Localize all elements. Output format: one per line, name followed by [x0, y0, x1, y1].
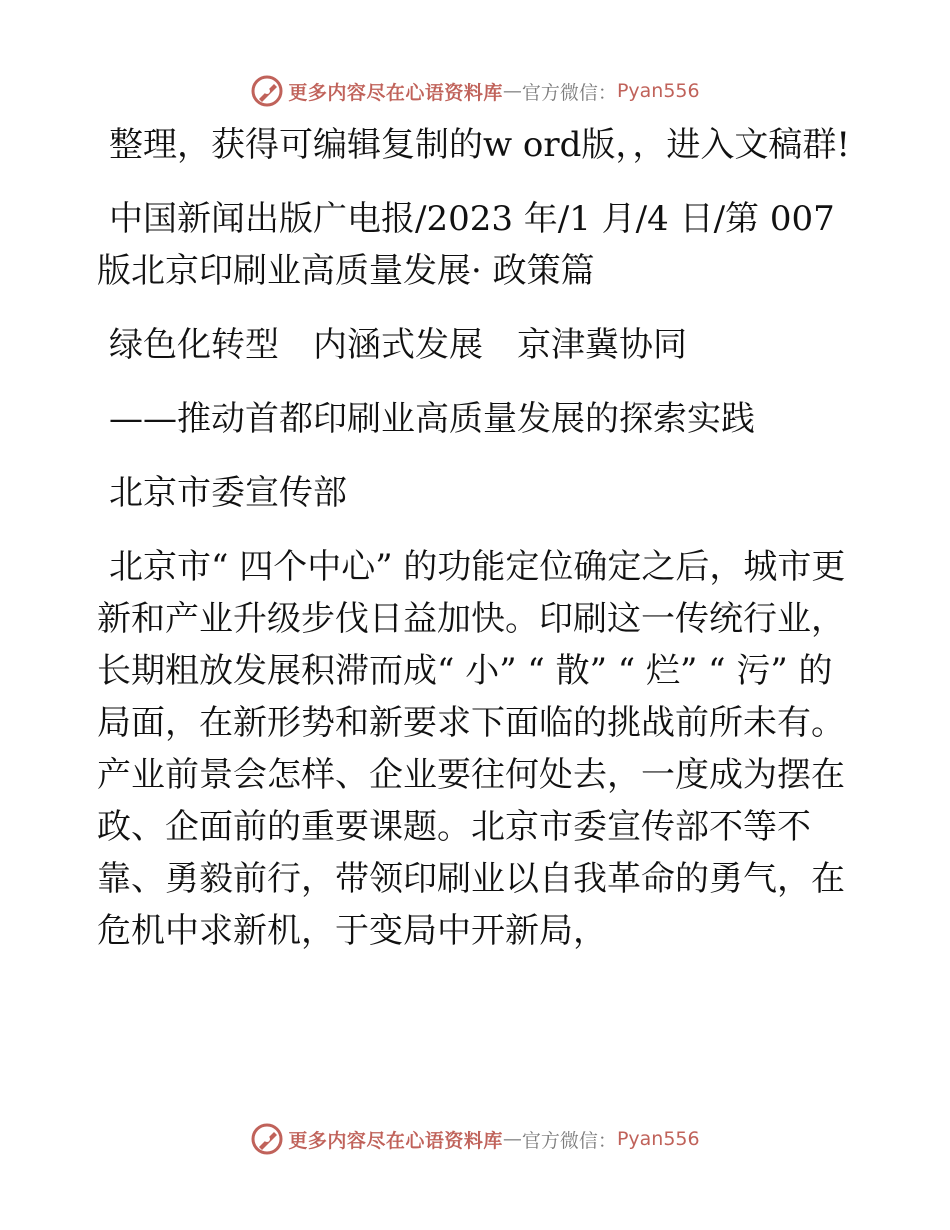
paragraph-body: 北京市“ 四个中心” 的功能定位确定之后，城市更新和产业升级步伐日益加快。印刷这一传统行业，长期粗放发展积滞而成“ 小” “ 散” “ 烂” “ 污” 的局面，在新形势和新要求下面临的挑战前所未有。产业前景会怎样、企业要往何处去，一度成为摆在政、企面前的重要课题。北京市委宣传部不等不靠、勇毅前行，带领印刷业以自我革命的勇气，在危机中求新机，于变局中开新局，	[97, 547, 846, 951]
article-subtitle: ——推动首都印刷业高质量发展的探索实践	[109, 399, 755, 439]
watermark-wechat-label: 官方微信：	[521, 1129, 617, 1152]
article-title: 绿色化转型 内涵式发展 京津冀协同	[109, 325, 687, 365]
footer-watermark	[0, 1119, 950, 1159]
watermark-wechat-label: 官方微信：	[521, 81, 617, 104]
pen-logo-icon	[250, 74, 284, 108]
watermark-main-text: 更多内容尽在心语资料库	[288, 81, 503, 104]
document-body	[97, 119, 857, 957]
watermark-wechat-id: Pyan556	[616, 1128, 700, 1150]
pen-logo-icon	[250, 1122, 284, 1156]
watermark-separator: —	[502, 1128, 522, 1150]
header-watermark	[0, 71, 950, 111]
watermark-separator: —	[502, 80, 522, 102]
article-author: 北京市委宣传部	[109, 473, 347, 513]
watermark-main-text: 更多内容尽在心语资料库	[288, 1129, 503, 1152]
watermark-wechat-id: Pyan556	[616, 80, 700, 102]
paragraph-intro: 整理，获得可编辑复制的w ord版，，进入文稿群!	[109, 125, 851, 165]
paragraph-source: 中国新闻出版广电报/2023 年/1 月/4 日/第 007版北京印刷业高质量发展· 政策篇	[97, 199, 835, 291]
